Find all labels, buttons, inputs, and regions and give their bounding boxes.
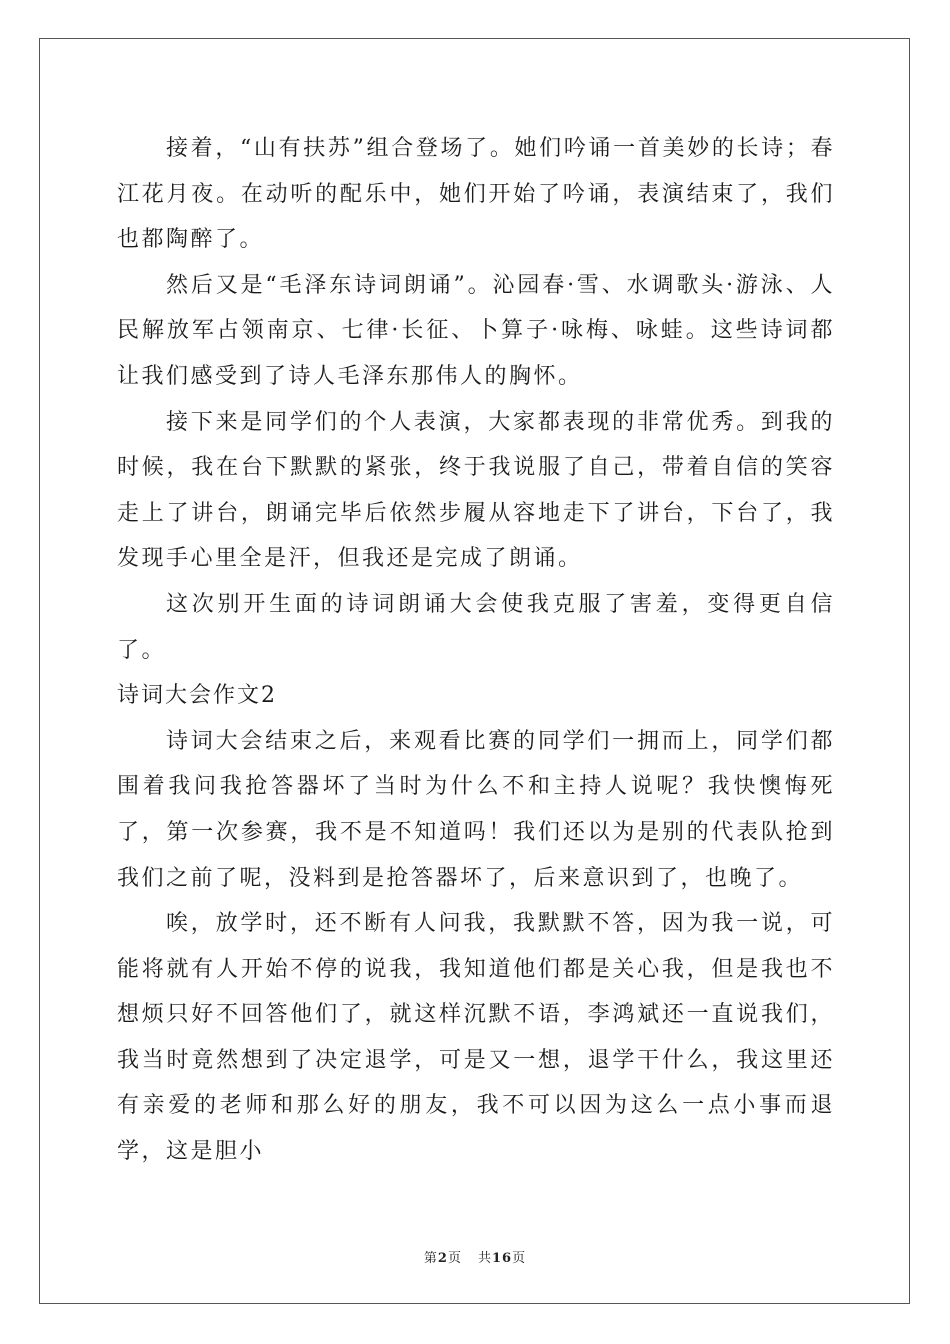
page-suffix: 页 [447, 1251, 462, 1266]
document-body [117, 126, 835, 1175]
total-pages: 16 [491, 1251, 513, 1266]
page-prefix: 第 [423, 1251, 438, 1266]
page-number: 2 [437, 1251, 448, 1266]
section-heading: 诗词大会作文2 [117, 683, 277, 709]
page-footer [0, 1247, 950, 1266]
paragraph: 然后又是“毛泽东诗词朗诵”。沁园春·雪、水调歌头·游泳、人民解放军占领南京、七律·长征、卜算子·咏梅、咏蛙。这些诗词都让我们感受到了诗人毛泽东那伟人的胸怀。 [117, 272, 835, 389]
total-prefix: 共 [477, 1251, 492, 1266]
paragraph: 接着，“山有扶苏”组合登场了。她们吟诵一首美妙的长诗；春江花月夜。在动听的配乐中，她们开始了吟诵，表演结束了，我们也都陶醉了。 [117, 136, 835, 253]
total-suffix: 页 [512, 1251, 527, 1266]
paragraph: 唉，放学时，还不断有人问我，我默默不答，因为我一说，可能将就有人开始不停的说我，我知道他们都是关心我，但是我也不想烦只好不回答他们了，就这样沉默不语，李鸿斌还一直说我们，我当时竟然想到了决定退学，可是又一想，退学干什么，我这里还有亲爱的老师和那么好的朋友，我不可以因为这么一点小事而退学，这是胆小 [117, 911, 835, 1165]
paragraph: 这次别开生面的诗词朗诵大会使我克服了害羞，变得更自信了。 [117, 591, 835, 663]
paragraph: 接下来是同学们的个人表演，大家都表现的非常优秀。到我的时候，我在台下默默的紧张，终于我说服了自己，带着自信的笑容走上了讲台，朗诵完毕后依然步履从容地走下了讲台，下台了，我发现手心里全是汗，但我还是完成了朗诵。 [117, 409, 835, 572]
paragraph: 诗词大会结束之后，来观看比赛的同学们一拥而上，同学们都围着我问我抢答器坏了当时为什么不和主持人说呢？我快懊悔死了，第一次参赛，我不是不知道吗！我们还以为是别的代表队抢到我们之前了呢，没料到是抢答器坏了，后来意识到了，也晚了。 [117, 728, 835, 891]
